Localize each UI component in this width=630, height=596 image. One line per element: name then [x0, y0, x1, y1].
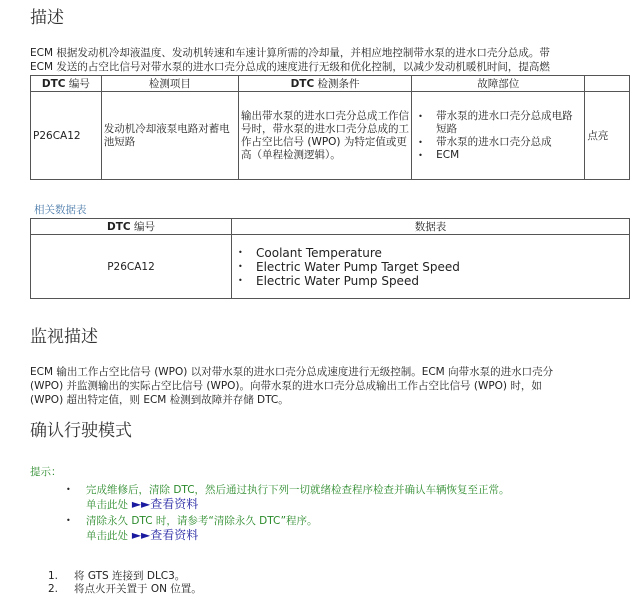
detection-condition: 输出带水泵的进水口壳分总成工作信号时，带水泵的进水口壳分总成的工作占空比信号 (WPO) 为特定值或更高（单程检测逻辑）。	[239, 92, 412, 180]
dtc-extra: 点亮	[585, 92, 630, 180]
header-dtc-code: DTC 编号	[31, 76, 102, 92]
dtc-code: P26CA12	[31, 92, 102, 180]
hint-text: 完成维修后，清除 DTC，然后通过执行下列一切就绪检查程序检查并确认车辆恢复至正常。	[86, 484, 510, 496]
header-extra	[585, 76, 630, 92]
related-header-dtc-code: DTC 编号	[31, 219, 232, 235]
related-data-table	[30, 218, 630, 299]
step-item	[48, 583, 202, 596]
header-trouble-area: 故障部位	[412, 76, 585, 92]
monitor-heading: 监视描述	[30, 327, 98, 347]
header-detection-item: 检测项目	[101, 76, 238, 92]
step-item	[48, 570, 202, 583]
arrow-icon: ►►	[131, 528, 151, 542]
hint-item: • 完成维修后，清除 DTC，然后通过执行下列一切就绪检查程序检查并确认车辆恢复至正常。 单击此处 ►►查看资料	[66, 484, 510, 511]
description-line-1: ECM 根据发动机冷却液温度、发动机转速和车速计算所需的冷却量，并相应地控制带水泵的进水口壳分总成。带	[30, 47, 550, 59]
header-detection-condition: DTC 检测条件	[239, 76, 412, 92]
dtc-table	[30, 75, 630, 180]
view-info-link[interactable]: 查看资料	[150, 528, 199, 542]
monitor-line-2: (WPO) 并监测输出的实际占空比信号 (WPO)。向带水泵的进水口壳分总成输出工作占空比信号 (WPO) 时，如	[30, 380, 542, 392]
steps-list	[48, 570, 202, 596]
related-data-items	[232, 235, 630, 299]
step-text: 将 GTS 连接到 DLC3。	[74, 570, 186, 582]
monitor-line-1: ECM 输出工作占空比信号 (WPO) 以对带水泵的进水口壳分总成速度进行无级控制。ECM 向带水泵的进水口壳分	[30, 366, 554, 378]
hint-label: 提示：	[30, 466, 62, 478]
data-item: • Electric Water Pump Target Speed	[234, 260, 627, 274]
click-here-label: 单击此处	[86, 530, 128, 542]
view-info-link[interactable]: 查看资料	[150, 497, 199, 511]
trouble-area-item: • 带水泵的进水口壳分总成电路短路	[414, 110, 582, 136]
step-text: 将点火开关置于 ON 位置。	[74, 583, 202, 595]
hint-list	[66, 483, 510, 544]
related-dtc-code: P26CA12	[31, 235, 232, 299]
arrow-icon: ►►	[131, 497, 151, 511]
trouble-area-item: • ECM	[414, 149, 582, 162]
data-item: • Electric Water Pump Speed	[234, 274, 627, 288]
step-number: 2.	[48, 583, 59, 595]
related-data-title: 相关数据表	[34, 204, 87, 216]
detection-item: 发动机冷却液泵电路对蓄电池短路	[101, 92, 238, 180]
trouble-area-item: • 带水泵的进水口壳分总成	[414, 136, 582, 149]
description-line-2: ECM 发送的占空比信号对带水泵的进水口壳分总成的速度进行无级和优化控制，以减少发动机暖机时间，提高燃	[30, 61, 550, 73]
description-heading: 描述	[30, 8, 64, 28]
click-here-label: 单击此处	[86, 499, 128, 511]
related-header-data-list: 数据表	[232, 219, 630, 235]
hint-text: 清除永久 DTC 时，请参考“清除永久 DTC”程序。	[86, 515, 318, 527]
data-item: • Coolant Temperature	[234, 246, 627, 260]
hint-item: • 清除永久 DTC 时，请参考“清除永久 DTC”程序。 单击此处 ►►查看资料	[66, 514, 510, 544]
step-number: 1.	[48, 570, 59, 582]
monitor-line-3: (WPO) 超出特定值，则 ECM 检测到故障并存储 DTC。	[30, 394, 289, 406]
trouble-areas	[412, 92, 585, 180]
confirm-heading: 确认行驶模式	[30, 421, 132, 441]
